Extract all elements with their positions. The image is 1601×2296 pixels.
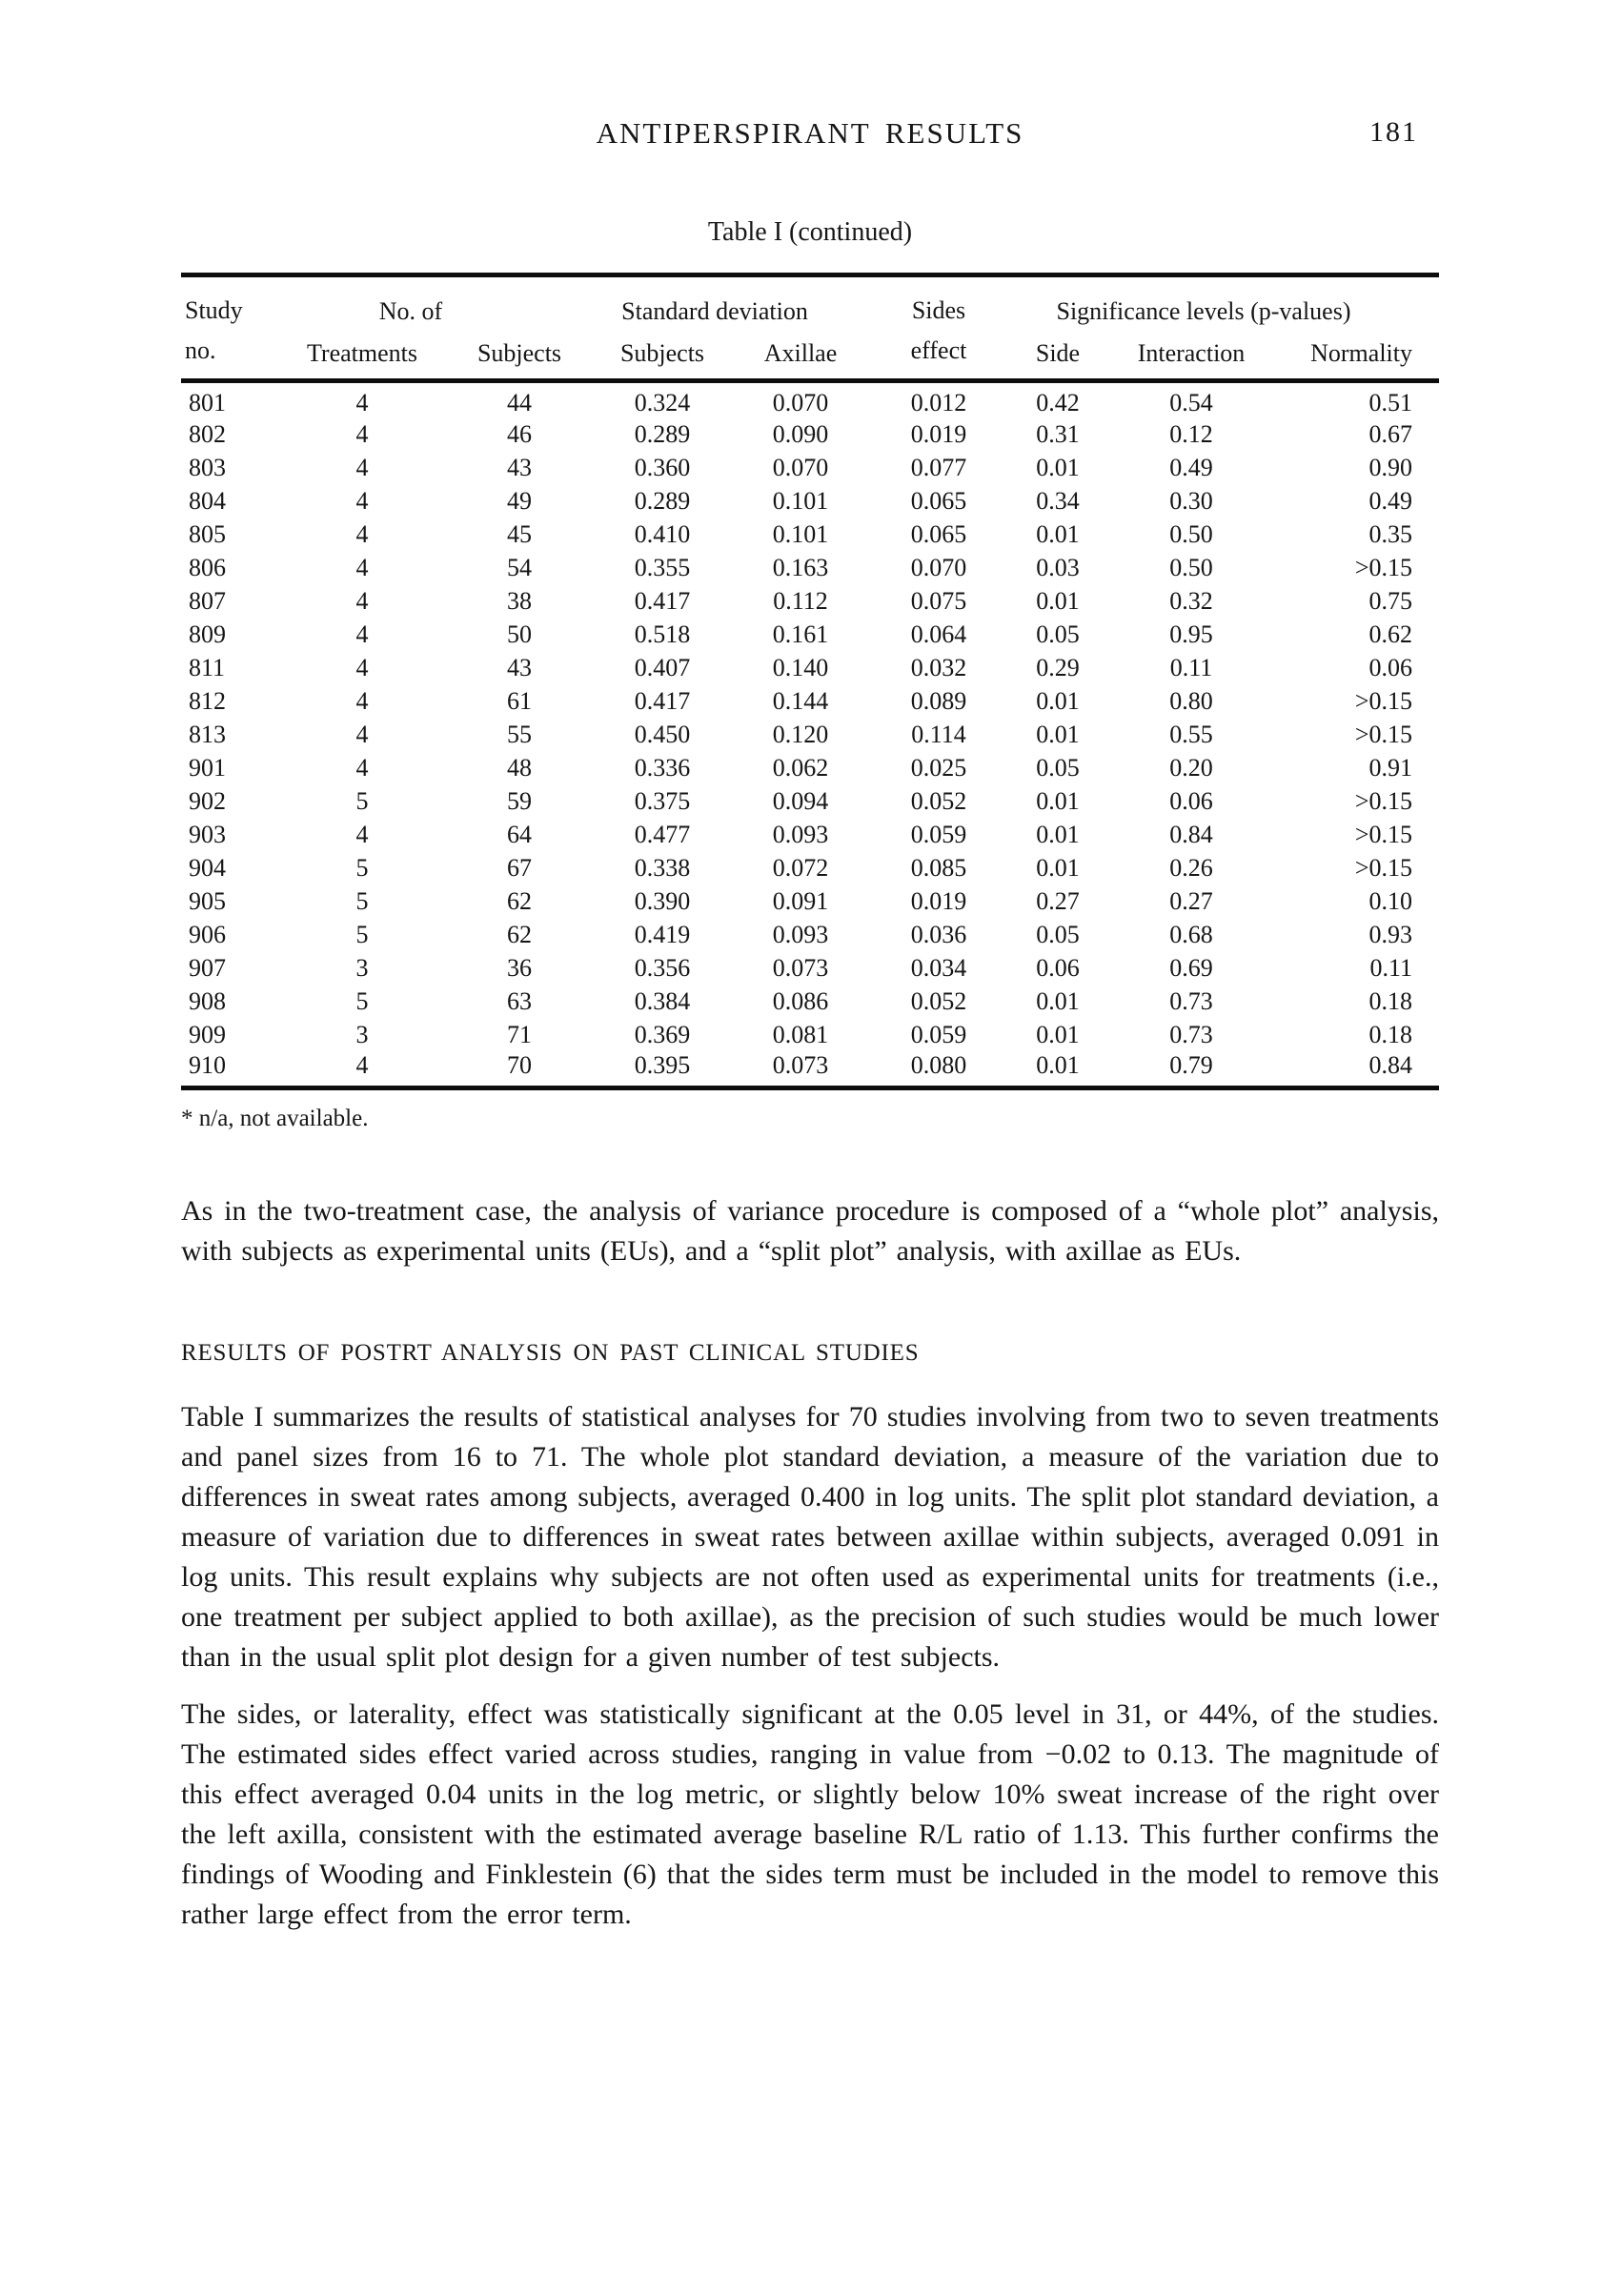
table-cell: 0.50 (1169, 519, 1213, 548)
header-group-significance: Significance levels (p-values) (1056, 296, 1351, 325)
table-cell: 0.075 (910, 586, 967, 615)
table-cell: 0.01 (1036, 986, 1080, 1015)
table-cell: 0.093 (772, 920, 829, 948)
table-cell: 902 (189, 786, 226, 815)
table-cell: 0.059 (910, 820, 967, 848)
running-head-title: ANTIPERSPIRANT RESULTS (596, 116, 1024, 150)
table-cell: 0.11 (1369, 953, 1412, 982)
table-cell: 50 (507, 620, 532, 648)
table-row (181, 951, 1439, 985)
table-cell: 813 (189, 720, 226, 748)
table-cell: 4 (355, 753, 369, 782)
table-row (181, 884, 1439, 918)
table-cell: 3 (355, 953, 369, 982)
table-cell: 0.91 (1368, 753, 1412, 782)
table-cell: 0.356 (634, 953, 691, 982)
table-cell: 63 (507, 986, 532, 1015)
table-cell: 0.01 (1036, 853, 1080, 882)
table-cell: 4 (355, 486, 369, 515)
table-cell: 805 (189, 519, 226, 548)
table-cell: 0.120 (772, 720, 829, 748)
table-cell: 0.073 (772, 953, 829, 982)
table-cell: 0.49 (1169, 453, 1213, 481)
table-cell: 0.31 (1036, 419, 1080, 448)
header-normality: Normality (1277, 329, 1439, 381)
table-cell: 0.070 (772, 389, 829, 417)
table-row (181, 451, 1439, 484)
header-side: Side (1010, 329, 1105, 381)
table-cell: 0.84 (1169, 820, 1213, 848)
table-cell: 0.93 (1368, 920, 1412, 948)
table-cell: 0.059 (910, 1020, 967, 1048)
table-cell: 0.11 (1169, 653, 1213, 681)
table-cell: 908 (189, 986, 226, 1015)
page-number: 181 (1369, 116, 1418, 148)
table-cell: 0.091 (772, 886, 829, 915)
table-cell: 903 (189, 820, 226, 848)
table-cell: 0.84 (1368, 1051, 1412, 1079)
table-cell: 71 (507, 1020, 532, 1048)
table-cell: 0.163 (772, 553, 829, 581)
table-cell: 4 (355, 686, 369, 715)
table-cell: 0.034 (910, 953, 967, 982)
table-cell: 0.140 (772, 653, 829, 681)
table-cell: 0.01 (1036, 820, 1080, 848)
table-cell: 0.26 (1169, 853, 1213, 882)
table-cell: 0.036 (910, 920, 967, 948)
table-cell: 0.03 (1036, 553, 1080, 581)
table-cell: 0.55 (1169, 720, 1213, 748)
table-cell: 0.27 (1169, 886, 1213, 915)
table-cell: 0.407 (634, 653, 691, 681)
table-caption: Table I (continued) (707, 217, 913, 247)
table-cell: 0.324 (634, 389, 691, 417)
table-cell: 4 (355, 453, 369, 481)
table-cell: 0.089 (910, 686, 967, 715)
table-cell: 0.390 (634, 886, 691, 915)
table-cell: 0.01 (1036, 586, 1080, 615)
table-cell: 4 (355, 586, 369, 615)
table-row (181, 751, 1439, 784)
table-cell: 62 (507, 886, 532, 915)
table-cell: 61 (507, 686, 532, 715)
table-cell: 0.070 (772, 453, 829, 481)
table-cell: 0.065 (910, 486, 967, 515)
table-cell: 0.06 (1368, 653, 1412, 681)
table-cell: >0.15 (1354, 720, 1412, 748)
table-cell: 0.518 (634, 620, 691, 648)
table-cell: 0.01 (1036, 720, 1080, 748)
results-table-header (181, 275, 1439, 381)
table-row (181, 618, 1439, 651)
table-cell: 809 (189, 620, 226, 648)
header-group-no-of: No. of (378, 296, 443, 325)
table-cell: 54 (507, 553, 532, 581)
body-text (181, 1191, 1439, 1935)
table-cell: 0.090 (772, 419, 829, 448)
table-row (181, 784, 1439, 818)
table-cell: 0.065 (910, 519, 967, 548)
table-cell: 0.101 (772, 486, 829, 515)
table-row (181, 584, 1439, 618)
table-cell: 36 (507, 953, 532, 982)
table-cell: 3 (355, 1020, 369, 1048)
table-cell: 0.05 (1036, 753, 1080, 782)
table-cell: 0.032 (910, 653, 967, 681)
table-cell: 0.080 (910, 1051, 967, 1079)
header-treatments: Treatments (276, 329, 448, 381)
paragraph-sides-effect: The sides, or laterality, effect was statistically significant at the 0.05 level in 31, or 44%, of the studies. The estimated sides effect varied across studies, ranging in value from −0.02 to 0.13. The magnitude of this effect averaged 0.04 units in the log metric, or slightly below 10% sweat increase of the right over the left axilla, consistent with the estimated average baseline R/L ratio of 1.13. This further confirms the findings of Wooding and Finklestein (6) that the sides term must be included in the model to remove this rather large effect from the error term. (181, 1698, 1439, 1930)
table-cell: 49 (507, 486, 532, 515)
table-cell: 0.20 (1169, 753, 1213, 782)
header-subjects-sd: Subjects (591, 329, 734, 381)
results-table (181, 273, 1439, 1090)
table-cell: 0.112 (773, 586, 828, 615)
table-cell: 0.410 (634, 519, 691, 548)
table-cell: >0.15 (1354, 553, 1412, 581)
table-cell: 4 (355, 653, 369, 681)
table-cell: 0.79 (1169, 1051, 1213, 1079)
table-cell: 0.05 (1036, 620, 1080, 648)
table-cell: 0.395 (634, 1051, 691, 1079)
table-cell: 901 (189, 753, 226, 782)
table-cell: 0.01 (1036, 453, 1080, 481)
table-cell: 0.05 (1036, 920, 1080, 948)
table-cell: 812 (189, 686, 226, 715)
header-study-no: Study no. (181, 275, 276, 381)
table-cell: 0.369 (634, 1020, 691, 1048)
table-cell: >0.15 (1354, 786, 1412, 815)
table-cell: 45 (507, 519, 532, 548)
table-cell: 909 (189, 1020, 226, 1048)
table-cell: 64 (507, 820, 532, 848)
table-cell: 70 (507, 1051, 532, 1079)
table-cell: 0.052 (910, 986, 967, 1015)
section-heading: RESULTS OF POSTRT ANALYSIS ON PAST CLINICAL STUDIES (181, 1340, 920, 1366)
table-cell: 0.18 (1368, 1020, 1412, 1048)
table-cell: 44 (507, 389, 532, 417)
table-cell: 907 (189, 953, 226, 982)
table-row (181, 684, 1439, 718)
table-row (181, 518, 1439, 551)
header-interaction: Interaction (1105, 329, 1277, 381)
table-cell: 59 (507, 786, 532, 815)
table-cell: 0.30 (1169, 486, 1213, 515)
table-cell: 0.01 (1036, 786, 1080, 815)
table-cell: 0.289 (634, 486, 691, 515)
table-cell: 801 (189, 389, 226, 417)
table-cell: 0.90 (1368, 453, 1412, 481)
table-cell: >0.15 (1354, 820, 1412, 848)
table-cell: 0.01 (1036, 1051, 1080, 1079)
table-cell: 0.114 (911, 720, 966, 748)
table-cell: 0.75 (1368, 586, 1412, 615)
table-cell: 0.73 (1169, 1020, 1213, 1048)
table-cell: 811 (189, 653, 226, 681)
header-subjects-count: Subjects (448, 329, 591, 381)
table-cell: 0.086 (772, 986, 829, 1015)
table-cell: 0.070 (910, 553, 967, 581)
table-row (181, 381, 1439, 418)
table-cell: 0.338 (634, 853, 691, 882)
table-cell: 0.019 (910, 419, 967, 448)
table-cell: 0.085 (910, 853, 967, 882)
table-row (181, 484, 1439, 518)
table-cell: 62 (507, 920, 532, 948)
table-cell: 43 (507, 453, 532, 481)
table-cell: 5 (355, 853, 369, 882)
header-axillae: Axillae (734, 329, 867, 381)
table-cell: 0.355 (634, 553, 691, 581)
table-cell: 5 (355, 986, 369, 1015)
table-cell: 4 (355, 519, 369, 548)
table-cell: 0.35 (1368, 519, 1412, 548)
table-cell: 0.375 (634, 786, 691, 815)
table-cell: 0.073 (772, 1051, 829, 1079)
table-cell: 4 (355, 389, 369, 417)
table-cell: 0.450 (634, 720, 691, 748)
table-cell: 0.012 (910, 389, 967, 417)
table-cell: 904 (189, 853, 226, 882)
table-cell: 807 (189, 586, 226, 615)
table-row (181, 651, 1439, 684)
table-cell: 0.072 (772, 853, 829, 882)
table-cell: 0.32 (1169, 586, 1213, 615)
table-cell: 905 (189, 886, 226, 915)
table-cell: 0.419 (634, 920, 691, 948)
table-cell: 46 (507, 419, 532, 448)
table-cell: 4 (355, 720, 369, 748)
table-cell: 48 (507, 753, 532, 782)
table-row (181, 718, 1439, 751)
table-cell: 4 (355, 1051, 369, 1079)
header-group-std-dev: Standard deviation (621, 296, 808, 325)
table-row (181, 851, 1439, 884)
table-cell: 0.062 (772, 753, 829, 782)
table-cell: 5 (355, 920, 369, 948)
table-cell: 0.064 (910, 620, 967, 648)
table-cell: 55 (507, 720, 532, 748)
table-cell: 802 (189, 419, 226, 448)
table-cell: 0.62 (1368, 620, 1412, 648)
table-row (181, 1051, 1439, 1088)
table-cell: 43 (507, 653, 532, 681)
table-cell: 0.12 (1169, 419, 1213, 448)
table-cell: 0.10 (1368, 886, 1412, 915)
table-cell: 0.42 (1036, 389, 1080, 417)
page-content (181, 0, 1439, 1935)
table-cell: 0.025 (910, 753, 967, 782)
table-row (181, 1018, 1439, 1051)
table-cell: 4 (355, 553, 369, 581)
table-cell: 4 (355, 620, 369, 648)
paragraph-anova: As in the two-treatment case, the analysis of variance procedure is composed of a “whole plot” analysis, with subjects as experimental units (EUs), and a “split plot” analysis, with axillae as EUs. (181, 1195, 1439, 1267)
table-cell: 0.094 (772, 786, 829, 815)
table-cell: 0.477 (634, 820, 691, 848)
table-cell: 0.80 (1169, 686, 1213, 715)
table-cell: 4 (355, 419, 369, 448)
table-cell: 0.73 (1169, 986, 1213, 1015)
table-cell: 906 (189, 920, 226, 948)
paragraph-table-summary: Table I summarizes the results of statistical analyses for 70 studies involving from two to seven treatments and panel sizes from 16 to 71. The whole plot standard deviation, a measure of the variation due to differences in sweat rates among subjects, averaged 0.400 in log units. The split plot standard deviation, a measure of variation due to differences in sweat rates between axillae within subjects, averaged 0.091 in log units. This result explains why subjects are not often used as experimental units for treatments (i.e., one treatment per subject applied to both axillae), as the precision of such studies would be much lower than in the usual split plot design for a given number of test subjects. (181, 1401, 1439, 1673)
table-row (181, 417, 1439, 451)
table-cell: 0.06 (1036, 953, 1080, 982)
table-cell: 0.67 (1368, 419, 1412, 448)
table-cell: 0.68 (1169, 920, 1213, 948)
table-cell: 38 (507, 586, 532, 615)
table-cell: 0.50 (1169, 553, 1213, 581)
table-cell: >0.15 (1354, 686, 1412, 715)
results-table-body (181, 381, 1439, 1088)
table-cell: 804 (189, 486, 226, 515)
table-cell: 0.29 (1036, 653, 1080, 681)
table-cell: 0.49 (1368, 486, 1412, 515)
table-cell: 0.360 (634, 453, 691, 481)
table-cell: 0.289 (634, 419, 691, 448)
table-cell: 67 (507, 853, 532, 882)
table-cell: 0.54 (1169, 389, 1213, 417)
table-cell: 0.417 (634, 586, 691, 615)
table-cell: 4 (355, 820, 369, 848)
table-cell: 0.01 (1036, 686, 1080, 715)
table-cell: 0.51 (1368, 389, 1412, 417)
table-row (181, 551, 1439, 584)
table-row (181, 918, 1439, 951)
table-cell: >0.15 (1354, 853, 1412, 882)
table-cell: 0.144 (772, 686, 829, 715)
table-cell: 0.077 (910, 453, 967, 481)
table-cell: 0.161 (772, 620, 829, 648)
table-cell: 0.019 (910, 886, 967, 915)
table-cell: 0.417 (634, 686, 691, 715)
table-cell: 806 (189, 553, 226, 581)
table-cell: 5 (355, 886, 369, 915)
table-row (181, 985, 1439, 1018)
table-cell: 0.69 (1169, 953, 1213, 982)
table-cell: 0.01 (1036, 1020, 1080, 1048)
table-cell: 0.01 (1036, 519, 1080, 548)
table-cell: 0.18 (1368, 986, 1412, 1015)
table-cell: 0.384 (634, 986, 691, 1015)
table-cell: 0.052 (910, 786, 967, 815)
table-footnote: * n/a, not available. (181, 1106, 369, 1131)
table-cell: 0.06 (1169, 786, 1213, 815)
header-sides-effect: Sides effect (867, 275, 1010, 381)
table-cell: 0.093 (772, 820, 829, 848)
table-row (181, 818, 1439, 851)
table-cell: 0.95 (1169, 620, 1213, 648)
table-cell: 0.101 (772, 519, 829, 548)
table-cell: 5 (355, 786, 369, 815)
table-cell: 910 (189, 1051, 226, 1079)
running-head (181, 116, 1439, 154)
table-cell: 803 (189, 453, 226, 481)
table-cell: 0.081 (772, 1020, 829, 1048)
table-cell: 0.34 (1036, 486, 1080, 515)
table-cell: 0.27 (1036, 886, 1080, 915)
table-cell: 0.336 (634, 753, 691, 782)
